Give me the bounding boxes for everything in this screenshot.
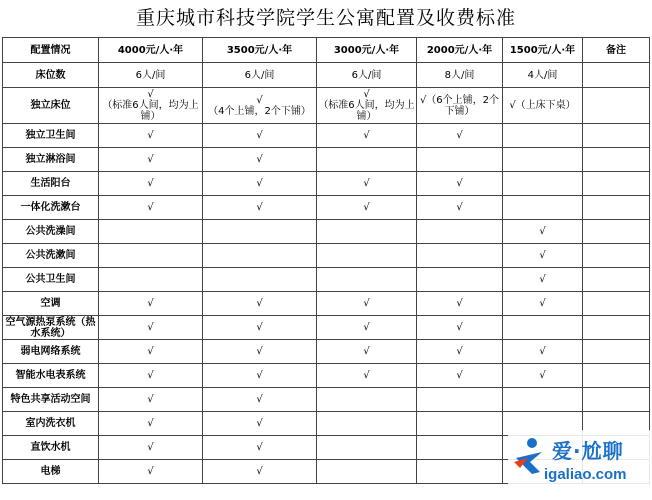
table-cell: √（上床下桌） bbox=[503, 88, 583, 124]
row-label: 智能水电表系统 bbox=[3, 364, 99, 388]
row-label: 公共洗澡间 bbox=[3, 220, 99, 244]
table-cell-empty bbox=[503, 388, 583, 412]
header-cell: 3000元/人·年 bbox=[317, 38, 417, 63]
table-row bbox=[3, 244, 650, 268]
table-cell-empty bbox=[417, 388, 503, 412]
table-cell: √ bbox=[203, 388, 317, 412]
header-cell: 4000元/人·年 bbox=[99, 38, 203, 63]
table-cell: √ bbox=[203, 148, 317, 172]
table-cell-empty bbox=[417, 244, 503, 268]
table-cell: √ （标准6人间，均为上铺） bbox=[99, 88, 203, 124]
table-cell: √ bbox=[417, 292, 503, 316]
table-cell: √ bbox=[503, 292, 583, 316]
table-cell: √ bbox=[417, 172, 503, 196]
table-cell: √ bbox=[417, 364, 503, 388]
table-cell: √ bbox=[503, 364, 583, 388]
table-cell-empty bbox=[583, 196, 650, 220]
table-cell: √ bbox=[317, 340, 417, 364]
table-row bbox=[3, 364, 650, 388]
row-label: 电梯 bbox=[3, 460, 99, 484]
table-cell: √ bbox=[417, 196, 503, 220]
table-cell-empty bbox=[317, 220, 417, 244]
row-label: 生活阳台 bbox=[3, 172, 99, 196]
table-cell-empty bbox=[417, 148, 503, 172]
table-cell: √ bbox=[203, 364, 317, 388]
table-cell: √ bbox=[317, 196, 417, 220]
table-row bbox=[3, 148, 650, 172]
table-cell: 8人/间 bbox=[417, 63, 503, 88]
table-row bbox=[3, 388, 650, 412]
table-cell: √ bbox=[99, 412, 203, 436]
row-label: 空调 bbox=[3, 292, 99, 316]
table-row bbox=[3, 268, 650, 292]
table-cell: √ bbox=[99, 340, 203, 364]
table-cell: 4人/间 bbox=[503, 63, 583, 88]
table-cell: √ bbox=[99, 460, 203, 484]
table-body bbox=[3, 63, 650, 484]
row-label: 床位数 bbox=[3, 63, 99, 88]
table-cell-empty bbox=[317, 148, 417, 172]
table-cell: √ bbox=[317, 364, 417, 388]
table-cell: 6人/间 bbox=[99, 63, 203, 88]
table-cell: √ bbox=[99, 388, 203, 412]
table-cell: √ （4个上铺，2个下铺） bbox=[203, 88, 317, 124]
table-cell: √（6个上铺，2个下铺） bbox=[417, 88, 503, 124]
table-cell-empty bbox=[317, 460, 417, 484]
table-cell-empty bbox=[317, 412, 417, 436]
table-cell-empty bbox=[99, 268, 203, 292]
row-label: 独立卫生间 bbox=[3, 124, 99, 148]
table-cell-empty bbox=[583, 364, 650, 388]
row-label: 弱电网络系统 bbox=[3, 340, 99, 364]
table-cell-empty bbox=[317, 268, 417, 292]
table-cell-empty bbox=[203, 244, 317, 268]
table-cell-empty bbox=[99, 244, 203, 268]
table-cell: √ bbox=[203, 196, 317, 220]
table-cell: √ bbox=[503, 244, 583, 268]
table-cell-empty bbox=[583, 388, 650, 412]
table-cell-empty bbox=[583, 172, 650, 196]
table-cell: √ bbox=[203, 172, 317, 196]
table-cell: √ bbox=[99, 316, 203, 340]
table-row bbox=[3, 196, 650, 220]
table-cell-empty bbox=[503, 316, 583, 340]
table-cell: √ （标准6人间，均为上铺） bbox=[318, 89, 415, 122]
table-cell-empty bbox=[503, 148, 583, 172]
row-label: 公共卫生间 bbox=[3, 268, 99, 292]
table-cell-empty bbox=[583, 244, 650, 268]
table-cell-empty bbox=[503, 172, 583, 196]
row-label: 空气源热泵系统（热水系统） bbox=[3, 316, 99, 340]
table-row bbox=[3, 88, 650, 124]
table-cell: √ bbox=[99, 172, 203, 196]
table-header-row bbox=[3, 38, 650, 63]
table-cell: √ bbox=[203, 436, 317, 460]
table-cell-empty bbox=[503, 124, 583, 148]
table-cell: √ bbox=[317, 124, 417, 148]
header-cell: 配置情况 bbox=[3, 38, 99, 63]
table-cell: √ bbox=[203, 412, 317, 436]
table-row bbox=[3, 292, 650, 316]
table-cell-empty bbox=[317, 244, 417, 268]
table-cell: √ bbox=[203, 316, 317, 340]
table-cell-empty bbox=[417, 460, 503, 484]
table-cell-empty bbox=[317, 388, 417, 412]
table-cell: √ bbox=[99, 196, 203, 220]
header-cell: 1500元/人·年 bbox=[503, 38, 583, 63]
table-cell-empty bbox=[503, 196, 583, 220]
table-row bbox=[3, 316, 650, 340]
header-cell: 3500元/人·年 bbox=[203, 38, 317, 63]
table-row bbox=[3, 172, 650, 196]
table-cell-empty bbox=[417, 436, 503, 460]
watermark bbox=[508, 430, 652, 500]
table-cell-empty bbox=[99, 220, 203, 244]
table-cell: √ bbox=[203, 124, 317, 148]
table-cell: √ bbox=[417, 340, 503, 364]
row-label: 一体化洗漱台 bbox=[3, 196, 99, 220]
table-cell: √ bbox=[99, 436, 203, 460]
table-cell-empty bbox=[417, 412, 503, 436]
table-cell-empty bbox=[417, 268, 503, 292]
table-cell: √ bbox=[203, 340, 317, 364]
table-cell-empty bbox=[317, 436, 417, 460]
row-label: 特色共享活动空间 bbox=[3, 388, 99, 412]
row-label: 室内洗衣机 bbox=[3, 412, 99, 436]
row-label: 独立淋浴间 bbox=[3, 148, 99, 172]
table-cell: √ bbox=[99, 364, 203, 388]
table-cell-empty bbox=[583, 292, 650, 316]
header-cell: 备注 bbox=[583, 38, 650, 63]
table-cell: √ bbox=[317, 172, 417, 196]
watermark-url: igaliao.com bbox=[544, 466, 627, 483]
table-cell: √ bbox=[317, 292, 417, 316]
table-cell-empty bbox=[583, 124, 650, 148]
table-cell-empty bbox=[203, 268, 317, 292]
table-cell: √ bbox=[503, 268, 583, 292]
table-cell-empty bbox=[583, 220, 650, 244]
table-cell-empty bbox=[203, 220, 317, 244]
header-cell: 2000元/人·年 bbox=[417, 38, 503, 63]
table-cell: √ bbox=[417, 316, 503, 340]
table-cell: √ bbox=[99, 292, 203, 316]
table-cell-empty bbox=[583, 268, 650, 292]
watermark-logo-icon bbox=[512, 436, 548, 476]
table-cell: √ bbox=[317, 316, 417, 340]
table-cell-empty bbox=[583, 340, 650, 364]
table-row bbox=[3, 63, 650, 88]
table-cell: √ bbox=[99, 124, 203, 148]
fee-table bbox=[2, 37, 650, 484]
table-cell-empty bbox=[583, 88, 650, 124]
table-cell: √ bbox=[99, 148, 203, 172]
table-cell-empty bbox=[583, 148, 650, 172]
table-cell: √ bbox=[203, 292, 317, 316]
table-row bbox=[3, 340, 650, 364]
table-cell-empty bbox=[417, 220, 503, 244]
table-cell: √ bbox=[503, 220, 583, 244]
table-row bbox=[3, 124, 650, 148]
table-cell: 6人/间 bbox=[317, 63, 417, 88]
table-cell: 6人/间 bbox=[203, 63, 317, 88]
row-label: 公共洗漱间 bbox=[3, 244, 99, 268]
table-cell-empty bbox=[583, 316, 650, 340]
table-cell-empty bbox=[583, 63, 650, 88]
row-label: 独立床位 bbox=[3, 88, 99, 124]
table-cell: √ bbox=[417, 124, 503, 148]
table-cell: √ bbox=[203, 460, 317, 484]
row-label: 直饮水机 bbox=[3, 436, 99, 460]
page-title: 重庆城市科技学院学生公寓配置及收费标准 bbox=[135, 7, 516, 29]
table-cell: √ bbox=[503, 340, 583, 364]
table-row bbox=[3, 220, 650, 244]
watermark-brand: 爱·尬聊 bbox=[552, 439, 624, 463]
